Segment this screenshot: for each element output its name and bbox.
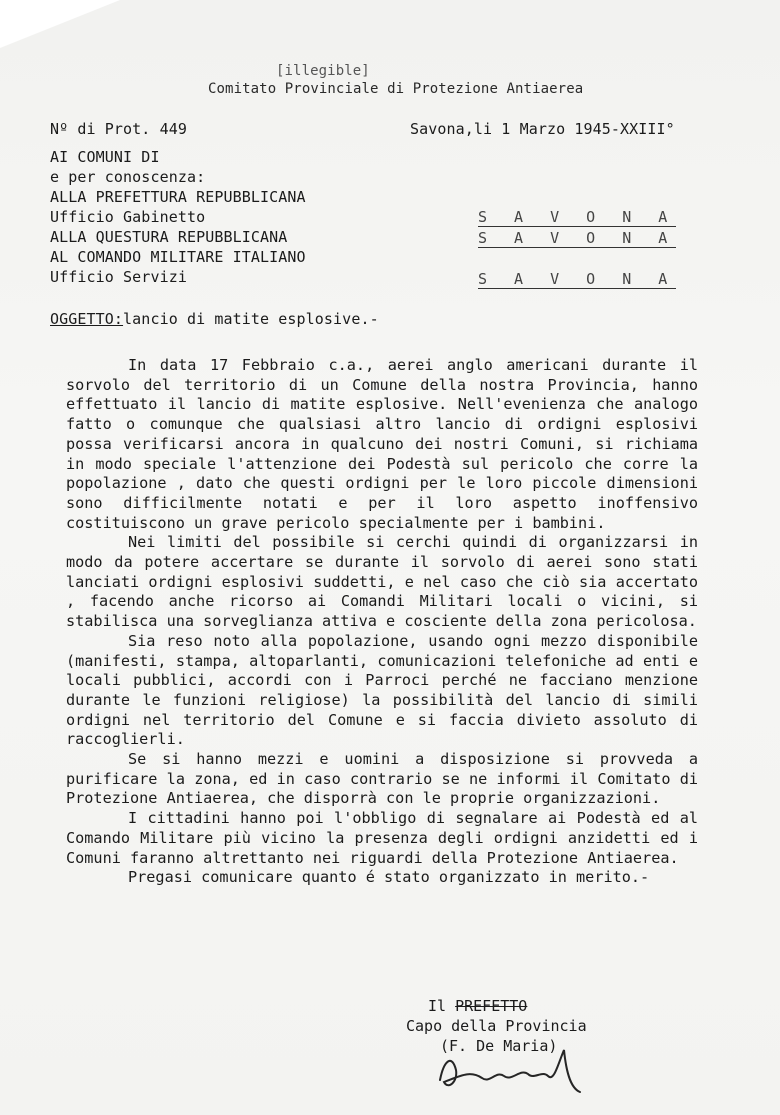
letter-body <box>66 356 698 888</box>
body-paragraph: Sia reso noto alla popolazione, usando ogni mezzo disponibile (manifesti, stampa, altoparlanti, comunicazioni telefoniche ad enti e locali pubblici, accordi con i Parroci perché ne facciano menzione durante le funzioni religiose) la possibilità del lancio di simili ordigni nel territorio del Comune e si faccia divieto assoluto di raccoglierli. <box>66 631 698 749</box>
subject-text: lancio di matite esplosive.- <box>123 310 379 328</box>
place-date: Savona,li 1 Marzo 1945-XXIII° <box>410 120 675 138</box>
recipient-line: ALLA PREFETTURA REPUBBLICANA <box>50 188 306 206</box>
city-mark: S A V O N A <box>478 270 677 288</box>
recipient-line: Ufficio Servizi <box>50 268 187 286</box>
protocol-number: Nº di Prot. 449 <box>50 120 187 138</box>
body-paragraph: I cittadini hanno poi l'obbligo di segnalare ai Podestà ed al Comando Militare più vicino la presenza degli ordigni anzidetti ed i Comuni faranno altrettanto nei riguardi della Protezione Antiaerea. <box>66 809 698 867</box>
recipient-line: AI COMUNI DI <box>50 148 160 166</box>
signature-title-struck: PREFETTO <box>455 997 528 1015</box>
letterhead-line-1: [illegible] <box>276 63 370 79</box>
city-mark: S A V O N A <box>478 208 677 226</box>
recipient-line: e per conoscenza: <box>50 168 206 186</box>
body-paragraph: In data 17 Febbraio c.a., aerei anglo americani durante il sorvolo del territorio di un Comune della nostra Provincia, hanno effettuato il lancio di matite esplosive. Nell'evenienza che analogo fatto o comunque che qualsiasi altro lancio di ordigni esplosivi possa verificarsi ancora in qualcuno dei nostri Comuni, si richiama in modo speciale l'attenzione dei Podestà sul pericolo che corre la popolazione , dato che questi ordigni per le loro piccole dimensioni sono difficilmente notati e per il loro aspetto inoffensivo costituiscono un grave pericolo specialmente per i bambini. <box>66 356 698 532</box>
body-paragraph: Nei limiti del possibile si cerchi quindi di organizzarsi in modo da potere accertare se durante il sorvolo di aerei sono stati lanciati ordigni esplosivi suddetti, e nel caso che ciò sia accertato , facendo anche ricorso ai Comandi Militari locali o vicini, si stabilisca una sorveglianza attiva e cosciente della zona pericolosa. <box>66 533 698 631</box>
city-mark: S A V O N A <box>478 229 677 247</box>
body-paragraph: Pregasi comunicare quanto é stato organizzato in merito.- <box>128 868 650 887</box>
recipient-line: Ufficio Gabinetto <box>50 208 206 226</box>
signature-title-prefix: Il <box>428 997 456 1015</box>
page-corner <box>0 0 120 48</box>
signature-name: (F. De Maria) <box>440 1037 558 1055</box>
subject-line <box>50 310 379 328</box>
subject-label: OGGETTO: <box>50 310 124 328</box>
letterhead-line-2: Comitato Provinciale di Protezione Antiaerea <box>208 81 584 97</box>
body-paragraph: Se si hanno mezzi e uomini a disposizione si provveda a purificare la zona, ed in caso contrario se ne informi il Comitato di Protezione Antiaerea, che disporrà con le proprie organizzazioni. <box>66 750 698 808</box>
signature-role: Capo della Provincia <box>406 1017 587 1035</box>
recipient-line: AL COMANDO MILITARE ITALIANO <box>50 248 306 266</box>
handwritten-signature <box>430 1040 610 1100</box>
recipient-line: ALLA QUESTURA REPUBBLICANA <box>50 228 288 246</box>
